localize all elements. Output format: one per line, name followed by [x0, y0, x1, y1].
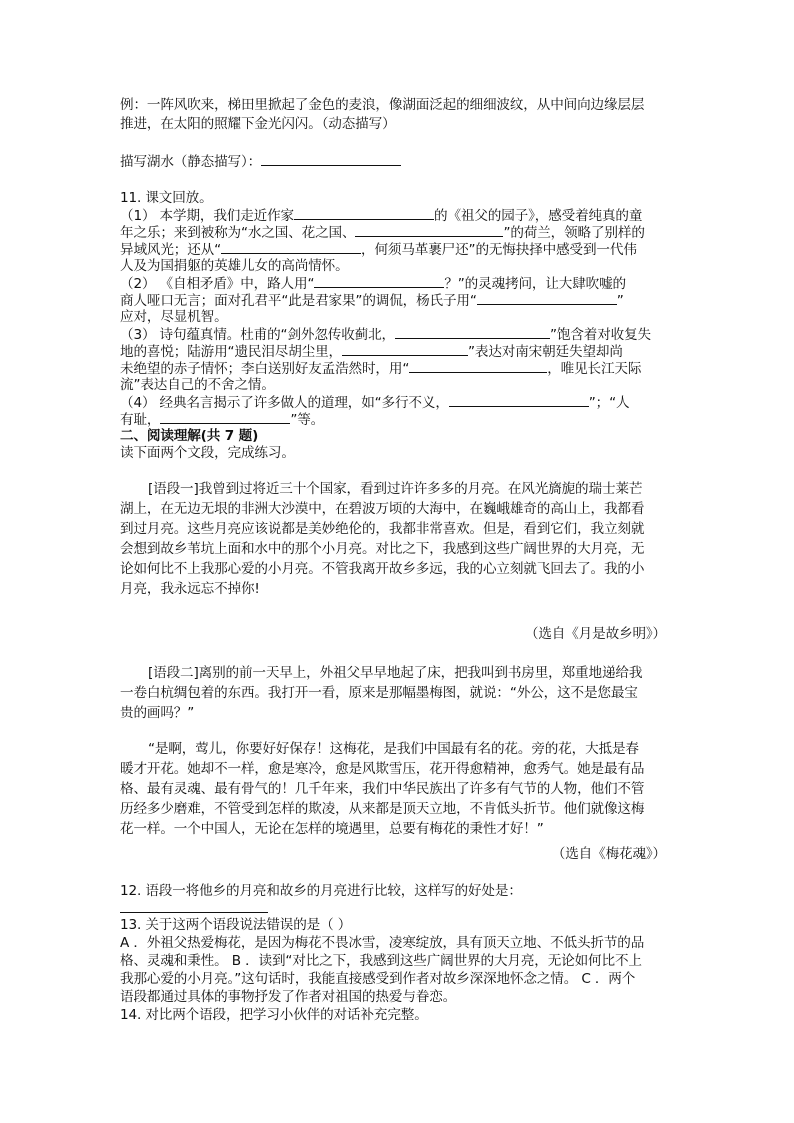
passage2-line-4: “是啊，莺儿，你要好好保存！这梅花，是我们中国最有名的花。旁的花，大抵是春: [148, 741, 639, 757]
q11-p1-line-4: 人及为国捐躯的英雄儿女的高尚情怀。: [120, 258, 349, 274]
q14-text: 14. 对比两个语段，把学习小伙伴的对话补充完整。: [120, 1007, 428, 1023]
text: ”饱含着对收复失: [550, 327, 651, 343]
answer-blank[interactable]: [314, 275, 444, 288]
text: （2） 《自相矛盾》中，路人用“: [120, 276, 315, 292]
passage2-line-7: 历经多少磨难，不管受到怎样的欺凌，从来都是顶天立地，不肯低头折节。他们就像这梅: [120, 801, 645, 817]
q11-p2-line-3: 应对，尽显机智。: [120, 309, 228, 325]
answer-blank[interactable]: [409, 360, 547, 373]
passage2-line-2: 一卷白杭绸包着的东西。我打开一看，原来是那幅墨梅图，就说：“外公，这不是您最宝: [120, 685, 638, 701]
q13-line-2: A ．外祖父热爱梅花，是因为梅花不畏冰雪，凌寒绽放，具有顶天立地、不低头折节的品: [120, 935, 645, 951]
q11-p4-line-1: [120, 394, 680, 412]
q11-p4-line-2: [120, 411, 680, 429]
q11-p3-line-3: [120, 360, 680, 378]
passage1-line-4: 会想到故乡苇坑上面和水中的那个小月亮。对比之下，我感到这些广阔世界的大月亮，无: [120, 541, 645, 557]
example-line-2: 推进，在太阳的照耀下金光闪闪。（动态描写）: [120, 116, 396, 132]
text: 的《祖父的园子》，感受着纯真的童: [434, 208, 643, 224]
answer-blank[interactable]: [477, 292, 617, 305]
answer-blank[interactable]: [355, 224, 503, 237]
q13-line-1: 13. 关于这两个语段说法错误的是（ ）: [120, 917, 352, 933]
text: ”；“人: [588, 395, 630, 411]
text: 年之乐；来到被称为“水之国、花之国、: [120, 225, 356, 241]
section-intro: 读下面两个文段，完成练习。: [120, 445, 295, 461]
passage1-line-1: [语段一]我曾到过将近三十个国家，看到过许许多多的月亮。在风光旖旎的瑞士莱芒: [148, 481, 643, 497]
example-line-1: 例：一阵风吹来，梯田里掀起了金色的麦浪，像湖面泛起的细细波纹，从中间向边缘层层: [120, 97, 645, 113]
answer-blank[interactable]: [261, 153, 401, 166]
text: （1） 本学期，我们走近作家: [120, 208, 294, 224]
q13-line-5: 语段都通过具体的事物抒发了作者对祖国的热爱与眷恋。: [120, 989, 457, 1005]
q12-text: 12. 语段一将他乡的月亮和故乡的月亮进行比较，这样写的好处是：: [120, 883, 522, 899]
text: ”的荷兰，领略了别样的: [503, 225, 645, 241]
text: ，何须马革裹尸还”的无悔抉择中感受到一代伟: [361, 242, 637, 258]
text: ？”的灵魂拷问，让大肆吹嘘的: [444, 276, 627, 292]
q11-p2-line-1: [120, 275, 680, 293]
answer-blank[interactable]: [160, 411, 290, 424]
example-task-label: 描写湖水（静态描写）：: [120, 154, 262, 170]
answer-blank[interactable]: [449, 394, 589, 407]
passage2-source: （选自《梅花魂》）: [551, 846, 666, 862]
text: ”: [616, 293, 624, 309]
q11-title: 11. 课文回放。: [120, 190, 213, 206]
passage2-line-6: 格、最有灵魂、最有骨气的！几千年来，我们中华民族出了许多有气节的人物，他们不管: [120, 781, 645, 797]
text: ”表达对南宋朝廷失望却尚: [468, 344, 623, 360]
q11-p3-line-1: [120, 326, 680, 344]
q11-p2-line-2: [120, 292, 680, 310]
answer-blank[interactable]: [342, 343, 468, 356]
q11-p1-line-3: [120, 241, 680, 259]
passage2-line-5: 暖才开花。她却不一样，愈是寒冷，愈是风欺雪压，花开得愈精神，愈秀气。她是最有品: [120, 761, 645, 777]
answer-blank[interactable]: [395, 326, 550, 339]
text: （3） 诗句蕴真情。杜甫的“剑外忽传收蓟北，: [120, 327, 395, 343]
text: ，唯见长江天际: [547, 361, 642, 377]
passage1-line-2: 湖上，在无边无垠的非洲大沙漠中，在碧波万顷的大海中，在巍峨雄奇的高山上，我都看: [120, 501, 645, 517]
passage1-line-5: 论如何比不上我那心爱的小月亮。不管我离开故乡多远，我的心立刻就飞回去了。我的小: [120, 561, 645, 577]
q13-line-4: 我那心爱的小月亮。”这句话时，我能直接感受到作者对故乡深深地怀念之情。 C ．两个: [120, 971, 636, 987]
q11-p1-line-2: [120, 224, 680, 242]
text: 异域风光；还从“: [120, 242, 221, 258]
answer-blank[interactable]: [294, 207, 434, 220]
passage2-line-3: 贵的画吗？”: [120, 705, 195, 721]
passage1-line-3: 到过月亮。这些月亮应该说都是美妙绝伦的，我都非常喜欢。但是，看到它们，我立刻就: [120, 521, 645, 537]
answer-blank[interactable]: [221, 241, 361, 254]
text: 地的喜悦；陆游用“遗民泪尽胡尘里，: [120, 344, 342, 360]
example-task: [120, 153, 680, 171]
q11-p1-line-1: [120, 207, 680, 225]
text: 未绝望的赤子情怀；李白送别好友孟浩然时，用“: [120, 361, 410, 377]
q12-answer-line[interactable]: [120, 912, 268, 913]
passage2-line-8: 花一样。一个中国人，无论在怎样的境遇里，总要有梅花的秉性才好！”: [120, 821, 544, 837]
q11-p3-line-4: 流”表达自己的不舍之情。: [120, 377, 275, 393]
text: （4） 经典名言揭示了许多做人的道理，如“多行不义，: [120, 395, 449, 411]
q11-p3-line-2: [120, 343, 680, 361]
q13-line-3: 格、灵魂和秉性。 B ．读到“对比之下，我感到这些广阔世界的大月亮，无论如何比不上: [120, 953, 642, 969]
text: ”等。: [290, 412, 325, 428]
text: 商人哑口无言；面对孔君平“此是君家果”的调侃，杨氏子用“: [120, 293, 477, 309]
passage1-source: （选自《月是故乡明》）: [524, 626, 666, 642]
passage2-line-1: [语段二]离别的前一天早上，外祖父早早地起了床，把我叫到书房里，郑重地递给我: [148, 665, 643, 681]
text: 有耻，: [120, 412, 161, 428]
section-title: 二、阅读理解(共 7 题): [120, 428, 259, 444]
passage1-line-6: 月亮，我永远忘不掉你!: [120, 581, 260, 597]
